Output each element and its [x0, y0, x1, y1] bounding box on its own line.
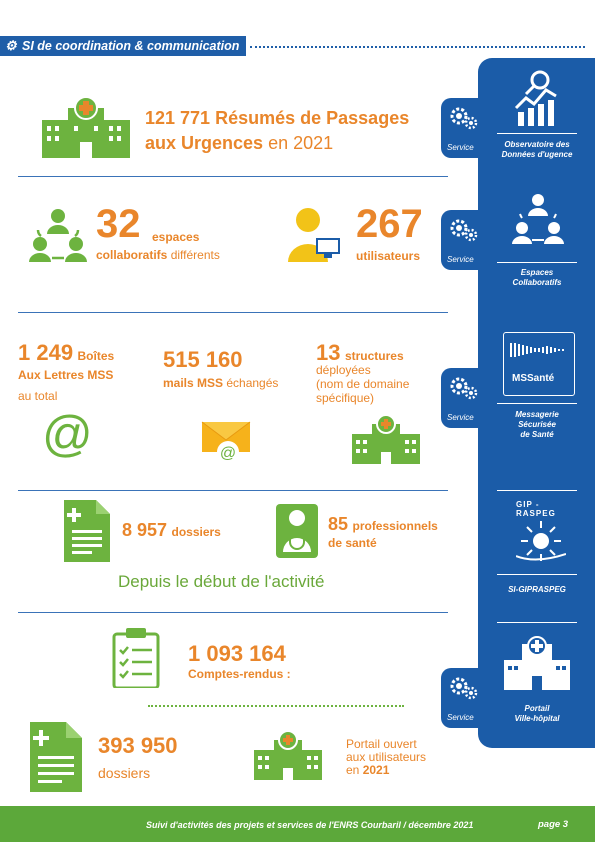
panel-label-mss — [482, 410, 592, 440]
section-divider — [18, 490, 448, 491]
user-computer-icon — [286, 206, 344, 262]
panel-label-line: Portail — [524, 704, 550, 713]
service-label: Service — [447, 413, 474, 422]
panel-divider — [497, 262, 577, 263]
gipraspeg-logo — [502, 500, 576, 570]
panel-label-line: Données d'ugence — [501, 150, 573, 159]
gears-icon — [449, 106, 479, 130]
urgences-text2-bold: aux Urgences — [145, 133, 264, 153]
structures-detail-line: (nom de domaine — [316, 377, 410, 391]
service-label: Service — [447, 255, 474, 264]
panel-label-line: Espaces — [520, 268, 554, 277]
document-add-icon — [64, 500, 110, 562]
panel-label-line: Collaboratifs — [512, 278, 562, 287]
portail-open-en: en — [346, 763, 360, 777]
gears-icon — [449, 376, 479, 400]
panel-divider — [497, 574, 577, 575]
mssante-logo — [503, 332, 575, 396]
cr-number: 1 093 164 — [188, 641, 286, 666]
panel-label-line: de Santé — [520, 430, 554, 439]
structures-detail-line: spécifique) — [316, 391, 375, 405]
urgences-line2 — [145, 131, 409, 156]
gip-dossiers-stat — [122, 520, 221, 541]
structures-text-bold: structures — [344, 349, 404, 363]
espaces-text2-bold: collaboratifs — [96, 248, 168, 262]
panel-label-espaces — [482, 268, 592, 288]
panel-label-line: Messagerie — [515, 410, 559, 419]
panel-label-gipraspeg: SI-GIPRASPEG — [508, 585, 566, 594]
urgences-text1: Résumés de Passages — [215, 108, 410, 128]
espaces-number: 32 — [96, 202, 141, 246]
panel-label-observatoire — [482, 140, 592, 160]
mails-number: 515 160 — [163, 347, 243, 372]
chart-magnifier-icon — [512, 68, 562, 128]
hospital-icon — [502, 634, 572, 690]
structures-details — [316, 363, 409, 405]
section-title: SI de coordination & communication — [22, 39, 240, 53]
document-add-icon — [30, 722, 82, 792]
envelope-icon — [200, 418, 254, 466]
bal-text2: Aux Lettres MSS — [18, 368, 114, 382]
pros-text1: professionnels — [352, 519, 438, 533]
portail-open-text — [346, 738, 426, 777]
cr-text: Comptes-rendus : — [188, 667, 291, 681]
mails-text-rest: échangés — [223, 376, 279, 390]
espaces-text2 — [96, 248, 220, 262]
portail-dossiers-number: 393 950 — [98, 733, 178, 758]
mails-text-bold: mails MSS — [163, 376, 224, 390]
team-icon — [510, 190, 566, 248]
hospital-icon — [350, 414, 422, 464]
portail-open-line: aux utilisateurs — [346, 750, 427, 764]
svg-text:@: @ — [219, 445, 237, 462]
footer-text: Suivi d'activités des projets et services de l'ENRS Courbaril / décembre 2021 — [146, 820, 474, 830]
urgences-line1 — [145, 106, 409, 131]
service-tab-espaces[interactable] — [441, 210, 487, 270]
hospital-icon — [252, 730, 324, 780]
section-header — [0, 36, 246, 56]
section-divider — [18, 312, 448, 313]
gip-dossiers-text: dossiers — [171, 525, 221, 539]
utilisateurs-number: 267 — [356, 202, 423, 246]
panel-label-line: Observatoire des — [504, 140, 570, 149]
bal-text3: au total — [18, 389, 58, 403]
gip-dossiers-number: 8 957 — [122, 520, 168, 540]
dotted-divider — [148, 705, 404, 707]
service-tab-portail[interactable] — [441, 668, 487, 728]
page-number: page 3 — [538, 819, 569, 830]
panel-divider — [497, 133, 577, 134]
urgences-stat — [145, 106, 409, 156]
panel-label-line: Ville-hôpital — [514, 714, 560, 723]
gears-icon — [449, 676, 479, 700]
portail-open-year: 2021 — [362, 763, 390, 777]
signal-bars-icon — [510, 341, 568, 359]
pros-text2: de santé — [328, 536, 377, 550]
portail-dossiers-text: dossiers — [98, 765, 151, 781]
espaces-text1: espaces — [152, 230, 200, 244]
service-tab-mss[interactable] — [441, 368, 487, 428]
pros-stat — [328, 514, 438, 535]
doctor-icon — [276, 504, 318, 558]
panel-divider — [497, 403, 577, 404]
gipraspeg-logo-text: GIP - RASPEG — [516, 500, 556, 518]
panel-label-line: Sécurisée — [518, 420, 556, 429]
team-icon — [28, 206, 88, 264]
service-label: Service — [447, 713, 474, 722]
bal-stat — [18, 340, 114, 366]
sun-icon — [516, 516, 566, 566]
gear-icon: ⚙ — [5, 38, 17, 53]
pros-number: 85 — [328, 514, 349, 534]
mssante-logo-text: MSSanté — [512, 373, 555, 384]
section-divider — [18, 612, 448, 613]
panel-divider — [497, 490, 577, 491]
at-sign-icon: @ — [42, 406, 93, 462]
mails-text — [163, 376, 278, 390]
portail-open-line: Portail ouvert — [346, 737, 417, 751]
service-tab-observatoire[interactable] — [441, 98, 487, 158]
header-divider — [250, 46, 585, 48]
structures-detail-line: déployées — [316, 363, 371, 377]
gears-icon — [449, 218, 479, 242]
urgences-number: 121 771 — [145, 108, 211, 128]
bal-text1: Boîtes — [77, 349, 115, 363]
panel-divider — [497, 622, 577, 623]
hospital-icon — [40, 94, 132, 158]
bal-number: 1 249 — [18, 340, 74, 365]
structures-number: 13 — [316, 340, 341, 365]
checklist-icon — [112, 628, 160, 688]
urgences-text2-rest: en 2021 — [263, 133, 334, 153]
footer-bar — [0, 806, 595, 842]
panel-label-portail — [482, 704, 592, 724]
espaces-text2-rest: différents — [167, 248, 220, 262]
utilisateurs-text: utilisateurs — [356, 249, 421, 263]
section-divider — [18, 176, 448, 177]
since-text: Depuis le début de l'activité — [118, 572, 325, 591]
portail-open-line — [346, 764, 426, 777]
service-label: Service — [447, 143, 474, 152]
